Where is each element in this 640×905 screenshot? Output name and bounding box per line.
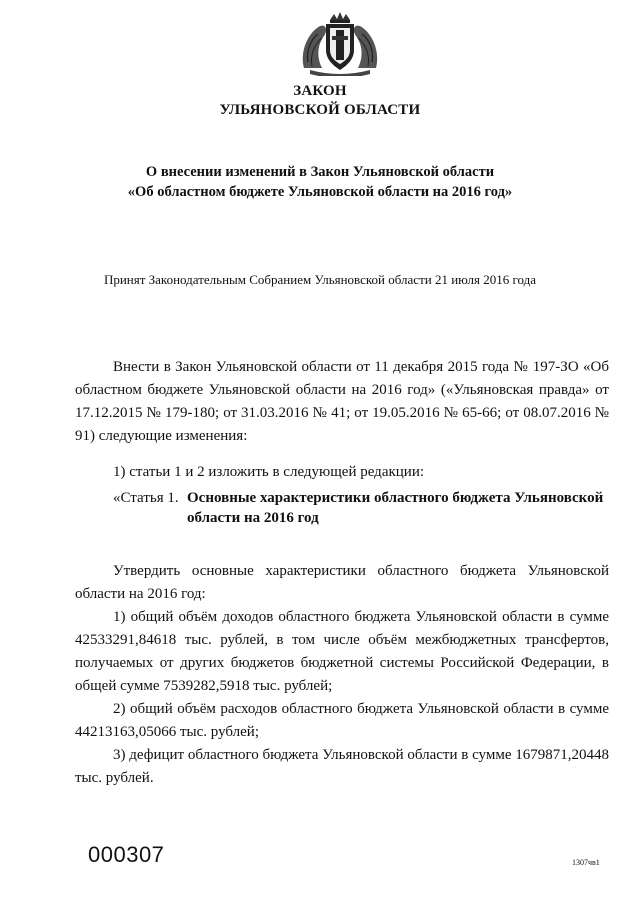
article-title: Основные характеристики областного бюджета Ульяновской области на 2016 год (187, 490, 604, 526)
law-title-line1: ЗАКОН (293, 83, 347, 99)
coat-of-arms-icon (296, 10, 384, 76)
approve-lead: Утвердить основные характеристики областного бюджета Ульяновской области на 2016 год: (75, 563, 609, 602)
amendment-item-1 (75, 461, 609, 484)
document-code: 1307чв1 (572, 858, 600, 867)
approve-item-income: 1) общий объём доходов областного бюджета Ульяновской области в сумме 42533291,84618 тыс. рублей, в том числе объём межбюджетных трансфертов, получаемых от других бюджетов бюджетной системы Российской Федерации, в общей сумме 7539282,5918 тыс. рублей; (75, 609, 609, 694)
approve-item-expenses: 2) общий объём расходов областного бюджета Ульяновской области в сумме 44213163,05066 тыс. рублей; (75, 701, 609, 740)
intro-text: Внести в Закон Ульяновской области от 11 декабря 2015 года № 197-ЗО «Об областном бюджете Ульяновской области на 2016 год» («Ульяновская правда» от 17.12.2015 № 179-180; от 31.03.2016 № 41; от 19.05.2016 № 65-66; от 08.07.2016 № 91) следующие изменения: (75, 359, 609, 444)
law-title (0, 82, 640, 120)
document-number: 000307 (88, 842, 165, 867)
law-subject-line1: О внесении изменений в Закон Ульяновской области (145, 164, 495, 180)
intro-paragraph (75, 356, 609, 448)
law-subject (0, 162, 640, 202)
amendment-item-1-text: 1) статьи 1 и 2 изложить в следующей редакции: (113, 464, 425, 480)
law-subject-line2: «Об областном бюджете Ульяновской области на 2016 год» (127, 184, 513, 200)
approve-item-deficit: 3) дефицит областного бюджета Ульяновской области в сумме 1679871,20448 тыс. рублей. (75, 747, 609, 786)
article-label: «Статья 1. (113, 490, 179, 506)
approve-section (75, 560, 609, 790)
adoption-note: Принят Законодательным Собранием Ульяновской области 21 июля 2016 года (103, 272, 537, 287)
law-title-line2: УЛЬЯНОВСКОЙ ОБЛАСТИ (219, 102, 421, 118)
